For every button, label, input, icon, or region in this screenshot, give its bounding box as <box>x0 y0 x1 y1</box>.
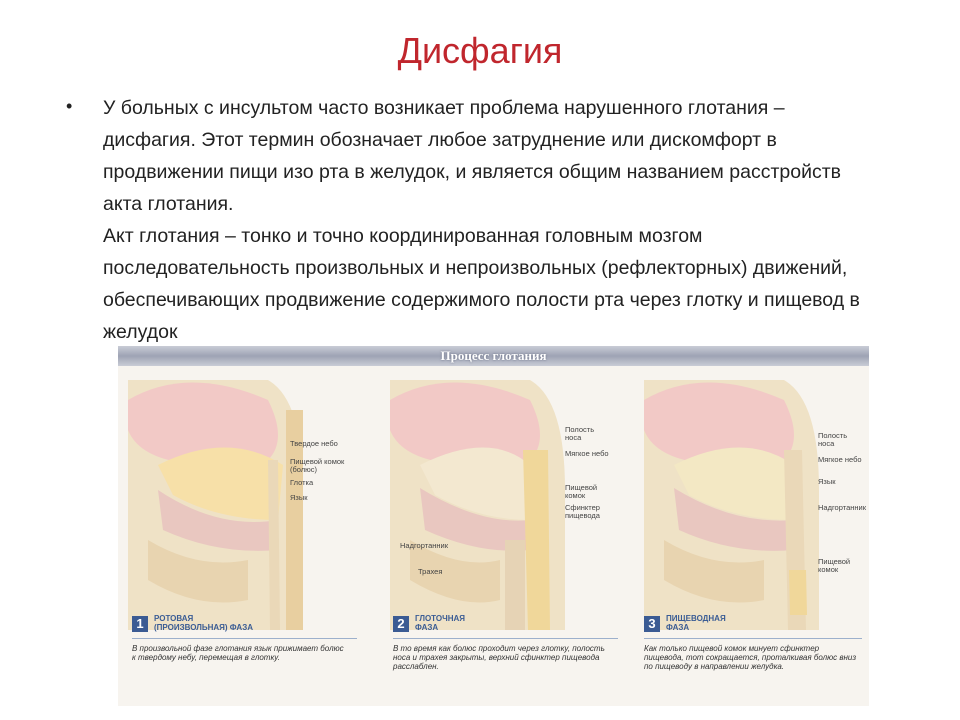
phase-number-3: 3 <box>644 616 660 632</box>
bullet-marker: • <box>66 96 73 116</box>
label-soft-palate: Мягкое небо <box>818 455 862 464</box>
phase-divider-1 <box>132 638 357 639</box>
phase-number-2: 2 <box>393 616 409 632</box>
phase-heading-3 <box>666 614 726 632</box>
phase-heading-1 <box>154 614 253 632</box>
label-pharynx: Глотка <box>290 478 314 487</box>
phase-description-1: В произвольной фазе глотания язык прижимает болюс к твердому небу, перемещая в глотку. <box>132 644 344 662</box>
phase-heading-3-line2: ФАЗА <box>666 623 690 632</box>
phase-divider-3 <box>644 638 862 639</box>
paragraph-swallowing-act: Акт глотания – тонко и точно координированная головным мозгом последовательность произвольных и непроизвольных (рефлекторных) движений, обеспечивающих продвижение содержимого полости рта через глотку и пищевод в желудок <box>103 225 860 343</box>
label-bolus: Пищевой комок (болюс) <box>290 457 345 474</box>
head-section-illustration-pharyngeal <box>380 370 615 630</box>
phase-description-2: В то время как болюс проходит через глотку, полость носа и трахея закрыты, верхний сфинктер пищевода расслаблен. <box>393 644 605 671</box>
head-section-illustration-oral <box>118 370 353 630</box>
label-bolus: Пищевой комок <box>818 557 851 574</box>
label-bolus: Пищевой комок <box>565 483 598 500</box>
slide-title: Дисфагия <box>397 30 563 71</box>
label-tongue: Язык <box>818 477 836 486</box>
phase-heading-2-line1: ГЛОТОЧНАЯ <box>415 614 466 623</box>
phase-heading-2 <box>415 614 465 632</box>
phase-heading-1-line1: РОТОВАЯ <box>154 614 194 623</box>
label-esophageal-sphincter: Сфинктер пищевода <box>565 503 600 520</box>
label-nasal-cavity: Полость носа <box>818 431 848 448</box>
phase-heading-3-line1: ПИЩЕВОДНАЯ <box>666 614 726 623</box>
phase-heading-1-line2: (ПРОИЗВОЛЬНАЯ) ФАЗА <box>154 623 253 632</box>
label-epiglottis: Надгортанник <box>818 503 866 512</box>
head-section-illustration-esophageal <box>634 370 869 630</box>
slide-body <box>103 92 863 348</box>
phase-description-3: Как только пищевой комок минует сфинктер пищевода, тот сокращается, проталкивая болюс вниз по пищеводу в направлении желудка. <box>644 644 857 671</box>
phase-divider-2 <box>393 638 618 639</box>
label-nasal-cavity: Полость носа <box>565 425 595 442</box>
label-tongue: Язык <box>290 493 308 502</box>
label-hard-palate: Твердое небо <box>290 439 338 448</box>
phase-heading-2-line2: ФАЗА <box>415 623 439 632</box>
phase-number-1: 1 <box>132 616 148 632</box>
figure-title: Процесс глотания <box>440 348 547 363</box>
label-soft-palate: Мягкое небо <box>565 449 609 458</box>
label-epiglottis: Надгортанник <box>400 541 448 550</box>
swallowing-figure <box>118 346 869 706</box>
paragraph-definition: У больных с инсультом часто возникает проблема нарушенного глотания – дисфагия. Этот термин обозначает любое затруднение или дискомфорт в продвижении пищи изо рта в желудок, и является общим названием расстройств акта глотания. <box>103 97 842 215</box>
label-trachea: Трахея <box>418 567 443 576</box>
